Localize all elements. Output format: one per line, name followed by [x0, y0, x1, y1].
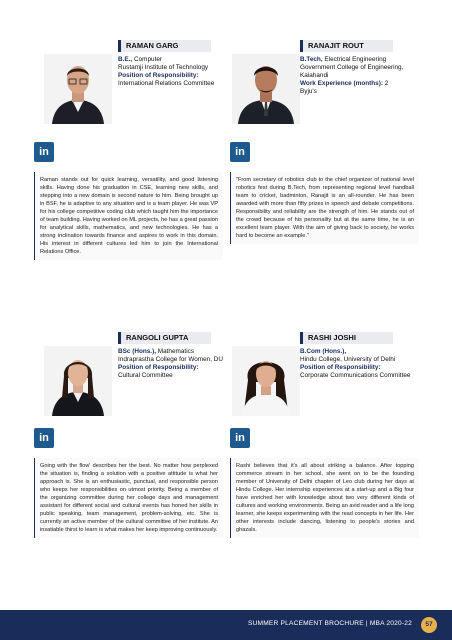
responsibility-label: Position of Responsibility: — [300, 364, 381, 371]
profile-bio: "From secretary of robotics club to the chief organizer of national level robotics fest during B.Tech, from representing regional level handball team to cricket, badminton, Ranajit is an all-rounder. He has been awarded with more than fifty prizes in speech and debate competitions. Responsibility and reliability are the strength of him. He stands out of the crowd because of his personality but at the same time, he is an excellent team player. With the aim of giving back to society, he works hard to become an example." — [230, 172, 419, 244]
responsibility-label: Position of Responsibility: — [118, 364, 199, 371]
person-photo-icon — [44, 346, 112, 416]
degree: BSc (Hons.), — [118, 348, 156, 355]
institute: Hindu College, University of Delhi — [300, 356, 396, 363]
linkedin-icon[interactable]: in — [34, 428, 54, 448]
profile-photo — [44, 54, 112, 124]
institute: Rustamji Institute of Technology — [118, 64, 209, 71]
profile-name: RASHI JOSHI — [300, 332, 393, 344]
degree: B.Com (Hons.), — [300, 348, 347, 355]
degree: B.E., — [118, 56, 133, 63]
profile-name: RAMAN GARG — [118, 40, 211, 52]
responsibility-value: Corporate Communications Committee — [300, 372, 411, 379]
work-experience-line — [300, 80, 428, 88]
profile-name: RANGOLI GUPTA — [118, 332, 211, 344]
page-number: 57 — [421, 617, 437, 633]
responsibility-label: Position of Responsibility: — [118, 72, 199, 79]
institute: Indraprastha College for Women, DU — [118, 356, 224, 363]
degree-field: Mathematics — [156, 348, 195, 355]
profile-info — [300, 348, 428, 380]
linkedin-icon[interactable]: in — [34, 142, 54, 162]
institute: Government College of Engineering, Kalahandi — [300, 64, 404, 79]
person-photo-icon — [44, 54, 112, 124]
employer: Byju's — [300, 88, 317, 95]
linkedin-icon[interactable]: in — [230, 428, 250, 448]
profile-card-ranajit — [218, 40, 414, 290]
page-footer — [0, 610, 452, 640]
profile-photo — [232, 54, 300, 124]
footer-title: SUMMER PLACEMENT BROCHURE | MBA 2020-22 — [247, 620, 412, 627]
profile-card-rangoli — [18, 332, 224, 582]
degree-line — [300, 56, 428, 64]
profile-bio: Raman stands out for quick learning, versatility, and good listening skills. Having done his graduation in CSE, learning new skills, and stepping into a new domain is second nature to him. Being brought up in BSF, he is adaptive to any situation and is a team player. He was VP for his college competitive coding club which taught him the importance of team building. Having worked on ML projects, he has a great passion for analytical skills, mathematics, and new technologies. He has a strong inclination towards finance and aspires to work in this domain. His interest in different cultures led him to join the International Relations Office. — [34, 172, 223, 260]
work-experience-months: 2 — [382, 80, 389, 87]
linkedin-icon[interactable]: in — [230, 142, 250, 162]
profile-photo — [44, 346, 112, 416]
responsibility-value: Cultural Committee — [118, 372, 173, 379]
profile-info — [300, 56, 428, 96]
degree-field: Electrical Engineering — [322, 56, 387, 63]
profile-card-rashi — [218, 332, 414, 582]
profile-card-raman — [18, 40, 218, 290]
work-experience-label: Work Experience (months): — [300, 80, 383, 87]
degree-field: Computer — [132, 56, 163, 63]
degree: B.Tech, — [300, 56, 323, 63]
degree-line — [300, 348, 428, 356]
profile-bio: Going with the flow' describes her the best. No matter how perplexed the situation is, finding a solution with a positive attitude is what her approach is. She is an enthusiastic, punctual, and responsible person who keeps her responsibilities on utmost priority. Being a member of the organizing committee during her college days and management assistant for different social and cultural events has honed her skills in public speaking, team management, problem-solving, etc. She is currently an active member of the cultural committee of her institute. An insatiable thirst to learn is what makes her keep improving continuously. — [34, 458, 223, 538]
profile-photo — [232, 346, 300, 416]
person-photo-icon — [232, 54, 300, 124]
profile-bio: Rashi believes that it's all about striking a balance. After topping commerce stream in her school, she went on to be the founding member of University of Delhi chapter of Leo club during her days at Hindu College. Her internship experiences at a start-up and a Big four have enriched her with knowledge about two very different kinds of cultures and working environments. Being an avid reader and a life long learner, she keeps experimenting with the read concepts in her life. Her other interests include dancing, listening to people's stories and ghazals. — [230, 458, 419, 538]
person-photo-icon — [232, 346, 300, 416]
profile-name: RANAJIT ROUT — [300, 40, 393, 52]
responsibility-value: International Relations Committee — [118, 80, 215, 87]
